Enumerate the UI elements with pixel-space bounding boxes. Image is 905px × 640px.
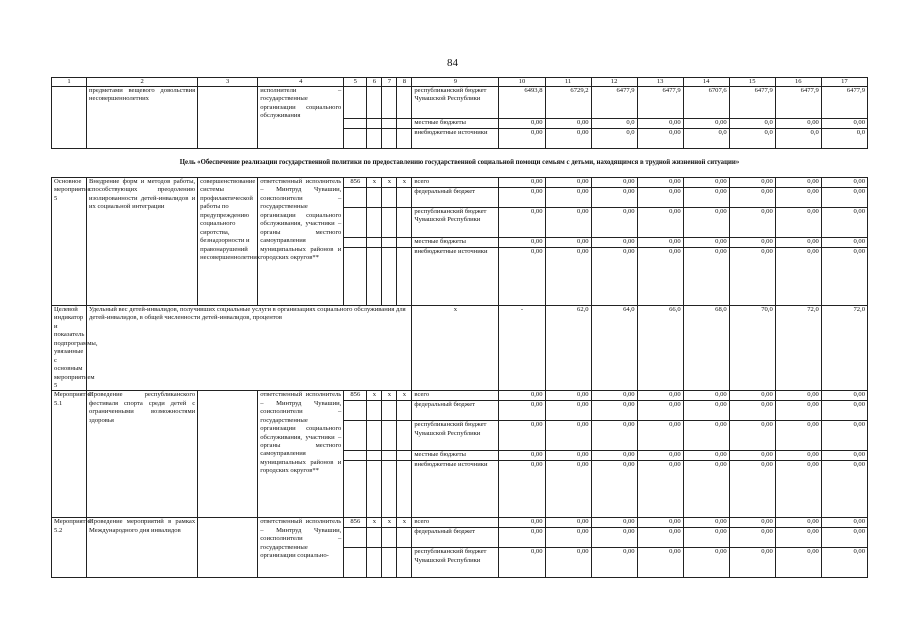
value-cell: 0,00: [637, 391, 683, 401]
value-cell: 0,00: [683, 451, 729, 461]
table-row: [52, 178, 868, 188]
value-cell: 0,00: [499, 451, 545, 461]
value-cell: 0,00: [729, 391, 775, 401]
indicator-value: 72,0: [821, 306, 867, 391]
indicator-value: 70,0: [729, 306, 775, 391]
column-number: 5: [344, 78, 367, 87]
value-cell: 0,00: [821, 208, 867, 238]
value-cell: 0,00: [683, 248, 729, 306]
code-cell: х: [367, 178, 382, 188]
value-cell: 0,00: [729, 208, 775, 238]
code-cell: [382, 129, 397, 149]
value-cell: 0,00: [775, 548, 821, 578]
value-cell: 0,00: [775, 188, 821, 208]
value-cell: 0,00: [499, 421, 545, 451]
indicator-base: -: [499, 306, 545, 391]
value-cell: 0,00: [729, 528, 775, 548]
value-cell: 0,00: [683, 548, 729, 578]
indicator-value: 64,0: [591, 306, 637, 391]
code-cell: [367, 208, 382, 238]
code-cell: [397, 548, 412, 578]
value-cell: 6707,6: [683, 87, 729, 119]
code-cell: [344, 401, 367, 421]
code-cell: [344, 451, 367, 461]
value-cell: 0,00: [499, 238, 545, 248]
column-number: 7: [382, 78, 397, 87]
value-cell: 0,0: [591, 119, 637, 129]
code-cell: [397, 451, 412, 461]
value-cell: 0,00: [775, 119, 821, 129]
value-cell: 0,00: [545, 401, 591, 421]
funding-source: местные бюджеты: [412, 451, 499, 461]
value-cell: 0,00: [637, 461, 683, 518]
value-cell: 0,00: [499, 119, 545, 129]
value-cell: 0,0: [729, 129, 775, 149]
code-cell: 856: [344, 178, 367, 188]
funding-source: федеральный бюджет: [412, 528, 499, 548]
value-cell: 0,00: [545, 461, 591, 518]
value-cell: 0,00: [637, 188, 683, 208]
value-cell: 0,0: [775, 129, 821, 149]
value-cell: 0,00: [729, 188, 775, 208]
indicator-text: Удельный вес детей-инвалидов, получивших социальные услуги в организациях социального обслуживания для детей-инвалидов, в общей численности детей-инвалидов, процентов: [87, 306, 412, 391]
code-cell: [382, 188, 397, 208]
goal-row: [52, 149, 868, 178]
indicator-label: Целевой индикатор и показатель подпрограммы, увязанные с основным мероприятием 5: [52, 306, 87, 391]
code-cell: [382, 548, 397, 578]
value-cell: 0,00: [729, 238, 775, 248]
code-cell: [382, 208, 397, 238]
value-cell: 0,00: [591, 178, 637, 188]
value-cell: 0,0: [821, 129, 867, 149]
value-cell: 0,00: [637, 129, 683, 149]
value-cell: 0,00: [591, 461, 637, 518]
value-cell: 0,00: [821, 188, 867, 208]
code-cell: [382, 451, 397, 461]
code-cell: [367, 248, 382, 306]
value-cell: 0,00: [729, 401, 775, 421]
value-cell: 6729,2: [545, 87, 591, 119]
funding-source: всего: [412, 391, 499, 401]
header-row: [52, 78, 868, 87]
value-cell: 0,00: [683, 518, 729, 528]
code-cell: х: [367, 518, 382, 528]
page-number: 84: [447, 57, 458, 69]
column-number: 4: [258, 78, 344, 87]
column-number: 12: [591, 78, 637, 87]
value-cell: 0,0: [591, 129, 637, 149]
value-cell: 0,00: [545, 129, 591, 149]
value-cell: 0,00: [821, 178, 867, 188]
column-number: 17: [821, 78, 867, 87]
value-cell: 0,00: [499, 208, 545, 238]
value-cell: 0,00: [591, 518, 637, 528]
column-number: 3: [198, 78, 258, 87]
cell-empty: [198, 87, 258, 149]
value-cell: 0,00: [775, 518, 821, 528]
code-cell: [344, 87, 367, 119]
code-cell: [397, 87, 412, 119]
column-number: 15: [729, 78, 775, 87]
value-cell: 0,00: [775, 238, 821, 248]
code-cell: [382, 119, 397, 129]
code-cell: [367, 451, 382, 461]
value-cell: 0,00: [637, 401, 683, 421]
value-cell: 0,00: [683, 528, 729, 548]
funding-source: всего: [412, 518, 499, 528]
value-cell: 0,00: [729, 548, 775, 578]
value-cell: 0,00: [637, 248, 683, 306]
value-cell: 0,00: [821, 401, 867, 421]
code-cell: [367, 87, 382, 119]
code-cell: 856: [344, 391, 367, 401]
funding-source: республиканский бюджет Чувашской Республики: [412, 548, 499, 578]
value-cell: 0,00: [683, 238, 729, 248]
value-cell: 0,00: [499, 391, 545, 401]
funding-source: республиканский бюджет Чувашской Республики: [412, 87, 499, 119]
value-cell: 0,00: [499, 248, 545, 306]
value-cell: 0,00: [683, 188, 729, 208]
value-cell: 0,00: [683, 178, 729, 188]
value-cell: 0,00: [821, 548, 867, 578]
funding-source: федеральный бюджет: [412, 401, 499, 421]
code-cell: [397, 528, 412, 548]
code-cell: х: [382, 391, 397, 401]
code-cell: [344, 238, 367, 248]
value-cell: 0,00: [775, 208, 821, 238]
value-cell: 0,00: [499, 401, 545, 421]
value-cell: 0,00: [775, 528, 821, 548]
value-cell: 0,00: [683, 119, 729, 129]
value-cell: 0,00: [637, 451, 683, 461]
value-cell: 0,00: [775, 451, 821, 461]
code-cell: [344, 129, 367, 149]
indicator-value: 72,0: [775, 306, 821, 391]
value-cell: 0,00: [545, 238, 591, 248]
funding-source: внебюджетные источники: [412, 129, 499, 149]
value-cell: 0,00: [683, 421, 729, 451]
value-cell: 0,00: [637, 119, 683, 129]
code-cell: [397, 119, 412, 129]
value-cell: 6493,8: [499, 87, 545, 119]
goal-text: Цель «Обеспечение реализации государственной политики по предоставлению государственной социальной помощи семьям с детьми, находящимся в трудной жизненной ситуации»: [52, 149, 868, 178]
column-number: 14: [683, 78, 729, 87]
value-cell: 0,00: [499, 518, 545, 528]
column-number: 16: [775, 78, 821, 87]
table-row: [52, 518, 868, 528]
value-cell: 0,00: [729, 518, 775, 528]
value-cell: 0,00: [545, 421, 591, 451]
code-cell: [382, 461, 397, 518]
code-cell: [344, 461, 367, 518]
code-cell: [344, 421, 367, 451]
code-cell: [367, 548, 382, 578]
code-cell: [344, 248, 367, 306]
funding-source: республиканский бюджет Чувашской Республики: [412, 421, 499, 451]
code-cell: [344, 208, 367, 238]
column-number: 1: [52, 78, 87, 87]
value-cell: 0,00: [683, 401, 729, 421]
value-cell: 6477,9: [821, 87, 867, 119]
value-cell: 0,00: [729, 178, 775, 188]
value-cell: 0,00: [545, 451, 591, 461]
value-cell: 0,0: [683, 129, 729, 149]
value-cell: 0,00: [683, 391, 729, 401]
value-cell: 0,00: [637, 208, 683, 238]
value-cell: 0,00: [545, 208, 591, 238]
code-cell: [367, 188, 382, 208]
value-cell: 0,00: [545, 518, 591, 528]
measure-text: Проведение мероприятий в рамках Международного дня инвалидов: [87, 518, 198, 578]
value-cell: 0,00: [591, 391, 637, 401]
value-cell: 0,00: [545, 248, 591, 306]
code-cell: [367, 238, 382, 248]
value-cell: 6477,9: [591, 87, 637, 119]
cell-empty: [52, 87, 87, 149]
value-cell: 0,00: [545, 119, 591, 129]
value-cell: 0,00: [545, 188, 591, 208]
value-cell: 0,00: [499, 188, 545, 208]
value-cell: 0,00: [775, 421, 821, 451]
code-cell: х: [397, 518, 412, 528]
value-cell: 0,00: [775, 248, 821, 306]
code-cell: [367, 421, 382, 451]
code-cell: [397, 421, 412, 451]
executor-text: ответственный исполнитель – Минтруд Чувашии, соисполнители – государственные организации социального обслуживания, участники – органы местного самоуправления муниципальных районов и городских округов**: [258, 178, 344, 306]
code-cell: х: [397, 391, 412, 401]
code-cell: [344, 528, 367, 548]
value-cell: 0,00: [775, 401, 821, 421]
code-cell: х: [382, 518, 397, 528]
table-row: [52, 391, 868, 401]
code-cell: [367, 401, 382, 421]
value-cell: 0,00: [683, 461, 729, 518]
value-cell: 0,00: [499, 548, 545, 578]
code-cell: [382, 421, 397, 451]
value-cell: 0,00: [821, 461, 867, 518]
value-cell: 0,00: [499, 178, 545, 188]
code-cell: [397, 401, 412, 421]
value-cell: 0,00: [545, 178, 591, 188]
code-cell: [382, 87, 397, 119]
value-cell: 0,00: [821, 238, 867, 248]
value-cell: 0,00: [821, 421, 867, 451]
value-cell: 0,00: [545, 528, 591, 548]
value-cell: 0,00: [591, 248, 637, 306]
funding-source: местные бюджеты: [412, 119, 499, 129]
code-cell: х: [367, 391, 382, 401]
value-cell: 0,00: [775, 391, 821, 401]
code-cell: [367, 461, 382, 518]
measure-number: Основное мероприятие 5: [52, 178, 87, 306]
value-cell: 0,00: [637, 518, 683, 528]
code-cell: х: [382, 178, 397, 188]
column-number: 13: [637, 78, 683, 87]
value-cell: 0,00: [775, 178, 821, 188]
value-cell: 0,00: [545, 548, 591, 578]
measure-number: Мероприятие 5.1: [52, 391, 87, 518]
value-cell: 0,00: [499, 461, 545, 518]
code-cell: [397, 129, 412, 149]
program-table: [51, 77, 868, 578]
column-number: 8: [397, 78, 412, 87]
value-cell: 0,00: [821, 391, 867, 401]
column-number: 6: [367, 78, 382, 87]
indicator-value: 68,0: [683, 306, 729, 391]
value-cell: 0,00: [591, 548, 637, 578]
executor-text: исполнители – государственные организации социального обслуживания: [258, 87, 344, 149]
value-cell: 0,00: [637, 421, 683, 451]
measure-text: предметами вещевого довольствия несовершеннолетних: [87, 87, 198, 149]
code-cell: [397, 238, 412, 248]
indicator-row: [52, 306, 868, 391]
measure-text: Проведение республиканского фестиваля спорта среди детей с ограниченными возможностями здоровья: [87, 391, 198, 518]
funding-source: всего: [412, 178, 499, 188]
value-cell: 0,00: [499, 528, 545, 548]
code-cell: [344, 548, 367, 578]
cell-empty: [198, 518, 258, 578]
value-cell: 6477,9: [775, 87, 821, 119]
funding-source: внебюджетные источники: [412, 248, 499, 306]
measure-number: Мероприятие 5.2: [52, 518, 87, 578]
value-cell: 0,00: [637, 548, 683, 578]
value-cell: 0,00: [545, 391, 591, 401]
cell-empty: [198, 391, 258, 518]
code-cell: [382, 238, 397, 248]
value-cell: 0,00: [591, 528, 637, 548]
value-cell: 0,00: [683, 208, 729, 238]
value-cell: 0,00: [821, 248, 867, 306]
code-cell: [367, 528, 382, 548]
code-cell: 856: [344, 518, 367, 528]
code-cell: [397, 208, 412, 238]
code-cell: [382, 401, 397, 421]
code-cell: [344, 188, 367, 208]
value-cell: 0,00: [729, 248, 775, 306]
indicator-value: 62,0: [545, 306, 591, 391]
code-cell: х: [397, 178, 412, 188]
value-cell: 0,00: [499, 129, 545, 149]
code-cell: [382, 248, 397, 306]
indicator-mark: х: [412, 306, 499, 391]
table-row: [52, 87, 868, 119]
goal-description: совершенствование системы профилактической работы по предупреждению социального сиротства, безнадзорности и правонарушений несовершеннолетних: [198, 178, 258, 306]
value-cell: 0,00: [591, 401, 637, 421]
funding-source: местные бюджеты: [412, 238, 499, 248]
code-cell: [397, 461, 412, 518]
value-cell: 0,00: [637, 178, 683, 188]
column-number: 11: [545, 78, 591, 87]
measure-text: Внедрение форм и методов работы, способствующих преодолению изолированности детей-инвалидов и их социальной интеграции: [87, 178, 198, 306]
value-cell: 6477,9: [637, 87, 683, 119]
value-cell: 0,00: [729, 461, 775, 518]
value-cell: 0,0: [729, 119, 775, 129]
value-cell: 0,00: [821, 528, 867, 548]
value-cell: 0,00: [591, 421, 637, 451]
value-cell: 0,00: [637, 528, 683, 548]
funding-source: федеральный бюджет: [412, 188, 499, 208]
indicator-value: 66,0: [637, 306, 683, 391]
code-cell: [382, 528, 397, 548]
funding-source: республиканский бюджет Чувашской Республики: [412, 208, 499, 238]
value-cell: 0,00: [591, 208, 637, 238]
executor-text: ответственный исполнитель – Минтруд Чувашии, соисполнители – государственные организации социального обслуживания, участники – органы местного самоуправления муниципальных районов и городских округов**: [258, 391, 344, 518]
code-cell: [397, 188, 412, 208]
value-cell: 0,00: [591, 451, 637, 461]
code-cell: [367, 119, 382, 129]
value-cell: 0,00: [821, 451, 867, 461]
value-cell: 0,00: [821, 518, 867, 528]
funding-source: внебюджетные источники: [412, 461, 499, 518]
column-number: 2: [87, 78, 198, 87]
executor-text: ответственный исполнитель – Минтруд Чувашии, соисполнители – государственные организации социально-: [258, 518, 344, 578]
column-number: 9: [412, 78, 499, 87]
value-cell: 0,00: [821, 119, 867, 129]
column-number: 10: [499, 78, 545, 87]
value-cell: 0,00: [729, 451, 775, 461]
code-cell: [397, 248, 412, 306]
value-cell: 0,00: [637, 238, 683, 248]
value-cell: 6477,9: [729, 87, 775, 119]
code-cell: [367, 129, 382, 149]
value-cell: 0,00: [591, 238, 637, 248]
code-cell: [344, 119, 367, 129]
value-cell: 0,00: [775, 461, 821, 518]
value-cell: 0,00: [591, 188, 637, 208]
value-cell: 0,00: [729, 421, 775, 451]
